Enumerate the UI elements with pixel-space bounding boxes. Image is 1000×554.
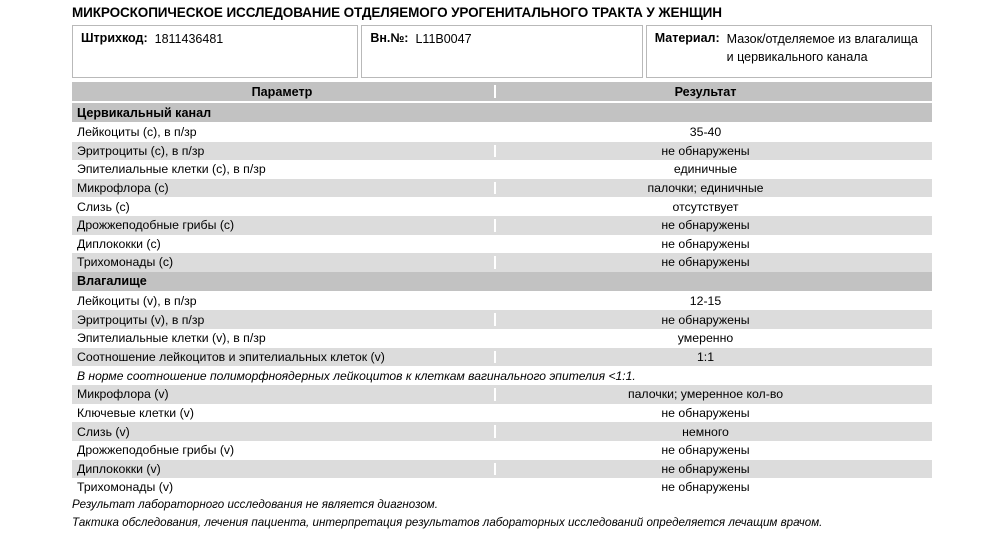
row-parameter: Эпителиальные клетки (c), в п/зр	[77, 162, 266, 177]
barcode-box	[72, 25, 358, 78]
column-divider	[494, 425, 496, 438]
row-parameter: Диплококки (c)	[77, 236, 161, 251]
row-result: не обнаружены	[661, 218, 750, 233]
row-parameter: Микрофлора (c)	[77, 181, 169, 196]
row-result: не обнаружены	[661, 236, 750, 251]
row-parameter: Дрожжеподобные грибы (v)	[77, 443, 235, 458]
row-parameter: Трихомонады (c)	[77, 255, 174, 270]
row-parameter: Эпителиальные клетки (v), в п/зр	[77, 331, 266, 346]
table-row	[72, 478, 932, 497]
header-info-boxes	[72, 25, 932, 78]
column-divider	[494, 332, 496, 345]
row-parameter: Лейкоциты (v), в п/зр	[77, 294, 197, 309]
row-result: не обнаружены	[661, 480, 750, 495]
row-parameter: Диплококки (v)	[77, 461, 161, 476]
row-parameter: Ключевые клетки (v)	[77, 406, 194, 421]
row-result: немного	[682, 424, 729, 439]
row-parameter: Эритроциты (v), в п/зр	[77, 312, 205, 327]
row-result: не обнаружены	[661, 143, 750, 158]
column-divider	[494, 145, 496, 158]
table-row	[72, 253, 932, 272]
column-divider	[494, 407, 496, 420]
column-divider	[494, 463, 496, 476]
column-divider	[494, 85, 496, 98]
internal-number-value: L11B0047	[415, 32, 472, 46]
column-divider	[494, 163, 496, 176]
section-header-row	[72, 103, 932, 122]
table-row	[72, 142, 932, 161]
table-row	[72, 160, 932, 179]
table-row	[72, 216, 932, 235]
results-table	[72, 82, 932, 497]
column-divider	[494, 295, 496, 308]
footer-disclaimer	[72, 496, 952, 531]
table-row	[72, 197, 932, 216]
column-divider	[494, 256, 496, 269]
section-title: Цервикальный канал	[77, 105, 212, 120]
row-result: палочки; умеренное кол-во	[627, 387, 784, 402]
row-result: 1:1	[696, 349, 715, 364]
column-header-result: Результат	[674, 84, 737, 99]
column-divider	[494, 182, 496, 195]
row-parameter: Микрофлора (v)	[77, 387, 169, 402]
table-row	[72, 179, 932, 198]
row-parameter: Слизь (c)	[77, 199, 130, 214]
material-value: Мазок/отделяемое из влагалища и цервикального канала	[726, 32, 918, 64]
table-row	[72, 441, 932, 460]
disclaimer-line-2: Тактика обследования, лечения пациента, интерпретация результатов лабораторных исследований определяется лечащим врачом.	[72, 515, 823, 529]
table-row	[72, 460, 932, 479]
row-parameter: Лейкоциты (c), в п/зр	[77, 125, 197, 140]
material-label: Материал:	[654, 31, 720, 45]
table-row	[72, 310, 932, 329]
row-parameter: Трихомонады (v)	[77, 480, 174, 495]
column-divider	[494, 126, 496, 139]
row-parameter: Соотношение лейкоцитов и эпителиальных клеток (v)	[77, 349, 385, 364]
column-divider	[494, 200, 496, 213]
column-divider	[494, 481, 496, 494]
row-result: 35-40	[689, 125, 722, 140]
page-title: МИКРОСКОПИЧЕСКОЕ ИССЛЕДОВАНИЕ ОТДЕЛЯЕМОГО УРОГЕНИТАЛЬНОГО ТРАКТА У ЖЕНЩИН	[72, 5, 722, 20]
column-divider	[494, 238, 496, 251]
column-header-parameter: Параметр	[251, 84, 313, 99]
column-divider	[494, 444, 496, 457]
row-result: не обнаружены	[661, 255, 750, 270]
row-result: 12-15	[689, 294, 722, 309]
row-parameter: Дрожжеподобные грибы (c)	[77, 218, 235, 233]
table-row	[72, 329, 932, 348]
column-divider	[494, 313, 496, 326]
row-result: не обнаружены	[661, 461, 750, 476]
section-title: Влагалище	[77, 274, 147, 289]
row-result: единичные	[673, 162, 738, 177]
row-result: палочки; единичные	[647, 181, 764, 196]
table-row	[72, 123, 932, 142]
row-result: не обнаружены	[661, 406, 750, 421]
table-row	[72, 385, 932, 404]
row-result: не обнаружены	[661, 443, 750, 458]
table-header-row	[72, 82, 932, 101]
row-result: не обнаружены	[661, 312, 750, 327]
table-row	[72, 404, 932, 423]
table-row	[72, 348, 932, 367]
barcode-value: 1811436481	[154, 32, 224, 46]
row-parameter: Слизь (v)	[77, 424, 130, 439]
section-header-row	[72, 272, 932, 291]
table-row	[72, 292, 932, 311]
column-divider	[494, 388, 496, 401]
row-result: умеренно	[677, 331, 734, 346]
column-divider	[494, 351, 496, 364]
internal-number-box	[361, 25, 642, 78]
table-row	[72, 422, 932, 441]
row-parameter: Эритроциты (c), в п/зр	[77, 143, 205, 158]
row-result: отсутствует	[672, 199, 739, 214]
barcode-label: Штрихкод:	[81, 31, 148, 45]
disclaimer-line-1: Результат лабораторного исследования не является диагнозом.	[72, 498, 438, 511]
internal-number-label: Вн.№:	[370, 31, 409, 45]
table-row	[72, 235, 932, 254]
column-divider	[494, 219, 496, 232]
material-box	[646, 25, 932, 78]
reference-note-text: В норме соотношение полиморфноядерных лейкоцитов к клеткам вагинального эпителия <1:1.	[77, 368, 636, 383]
reference-note-row	[72, 366, 932, 385]
